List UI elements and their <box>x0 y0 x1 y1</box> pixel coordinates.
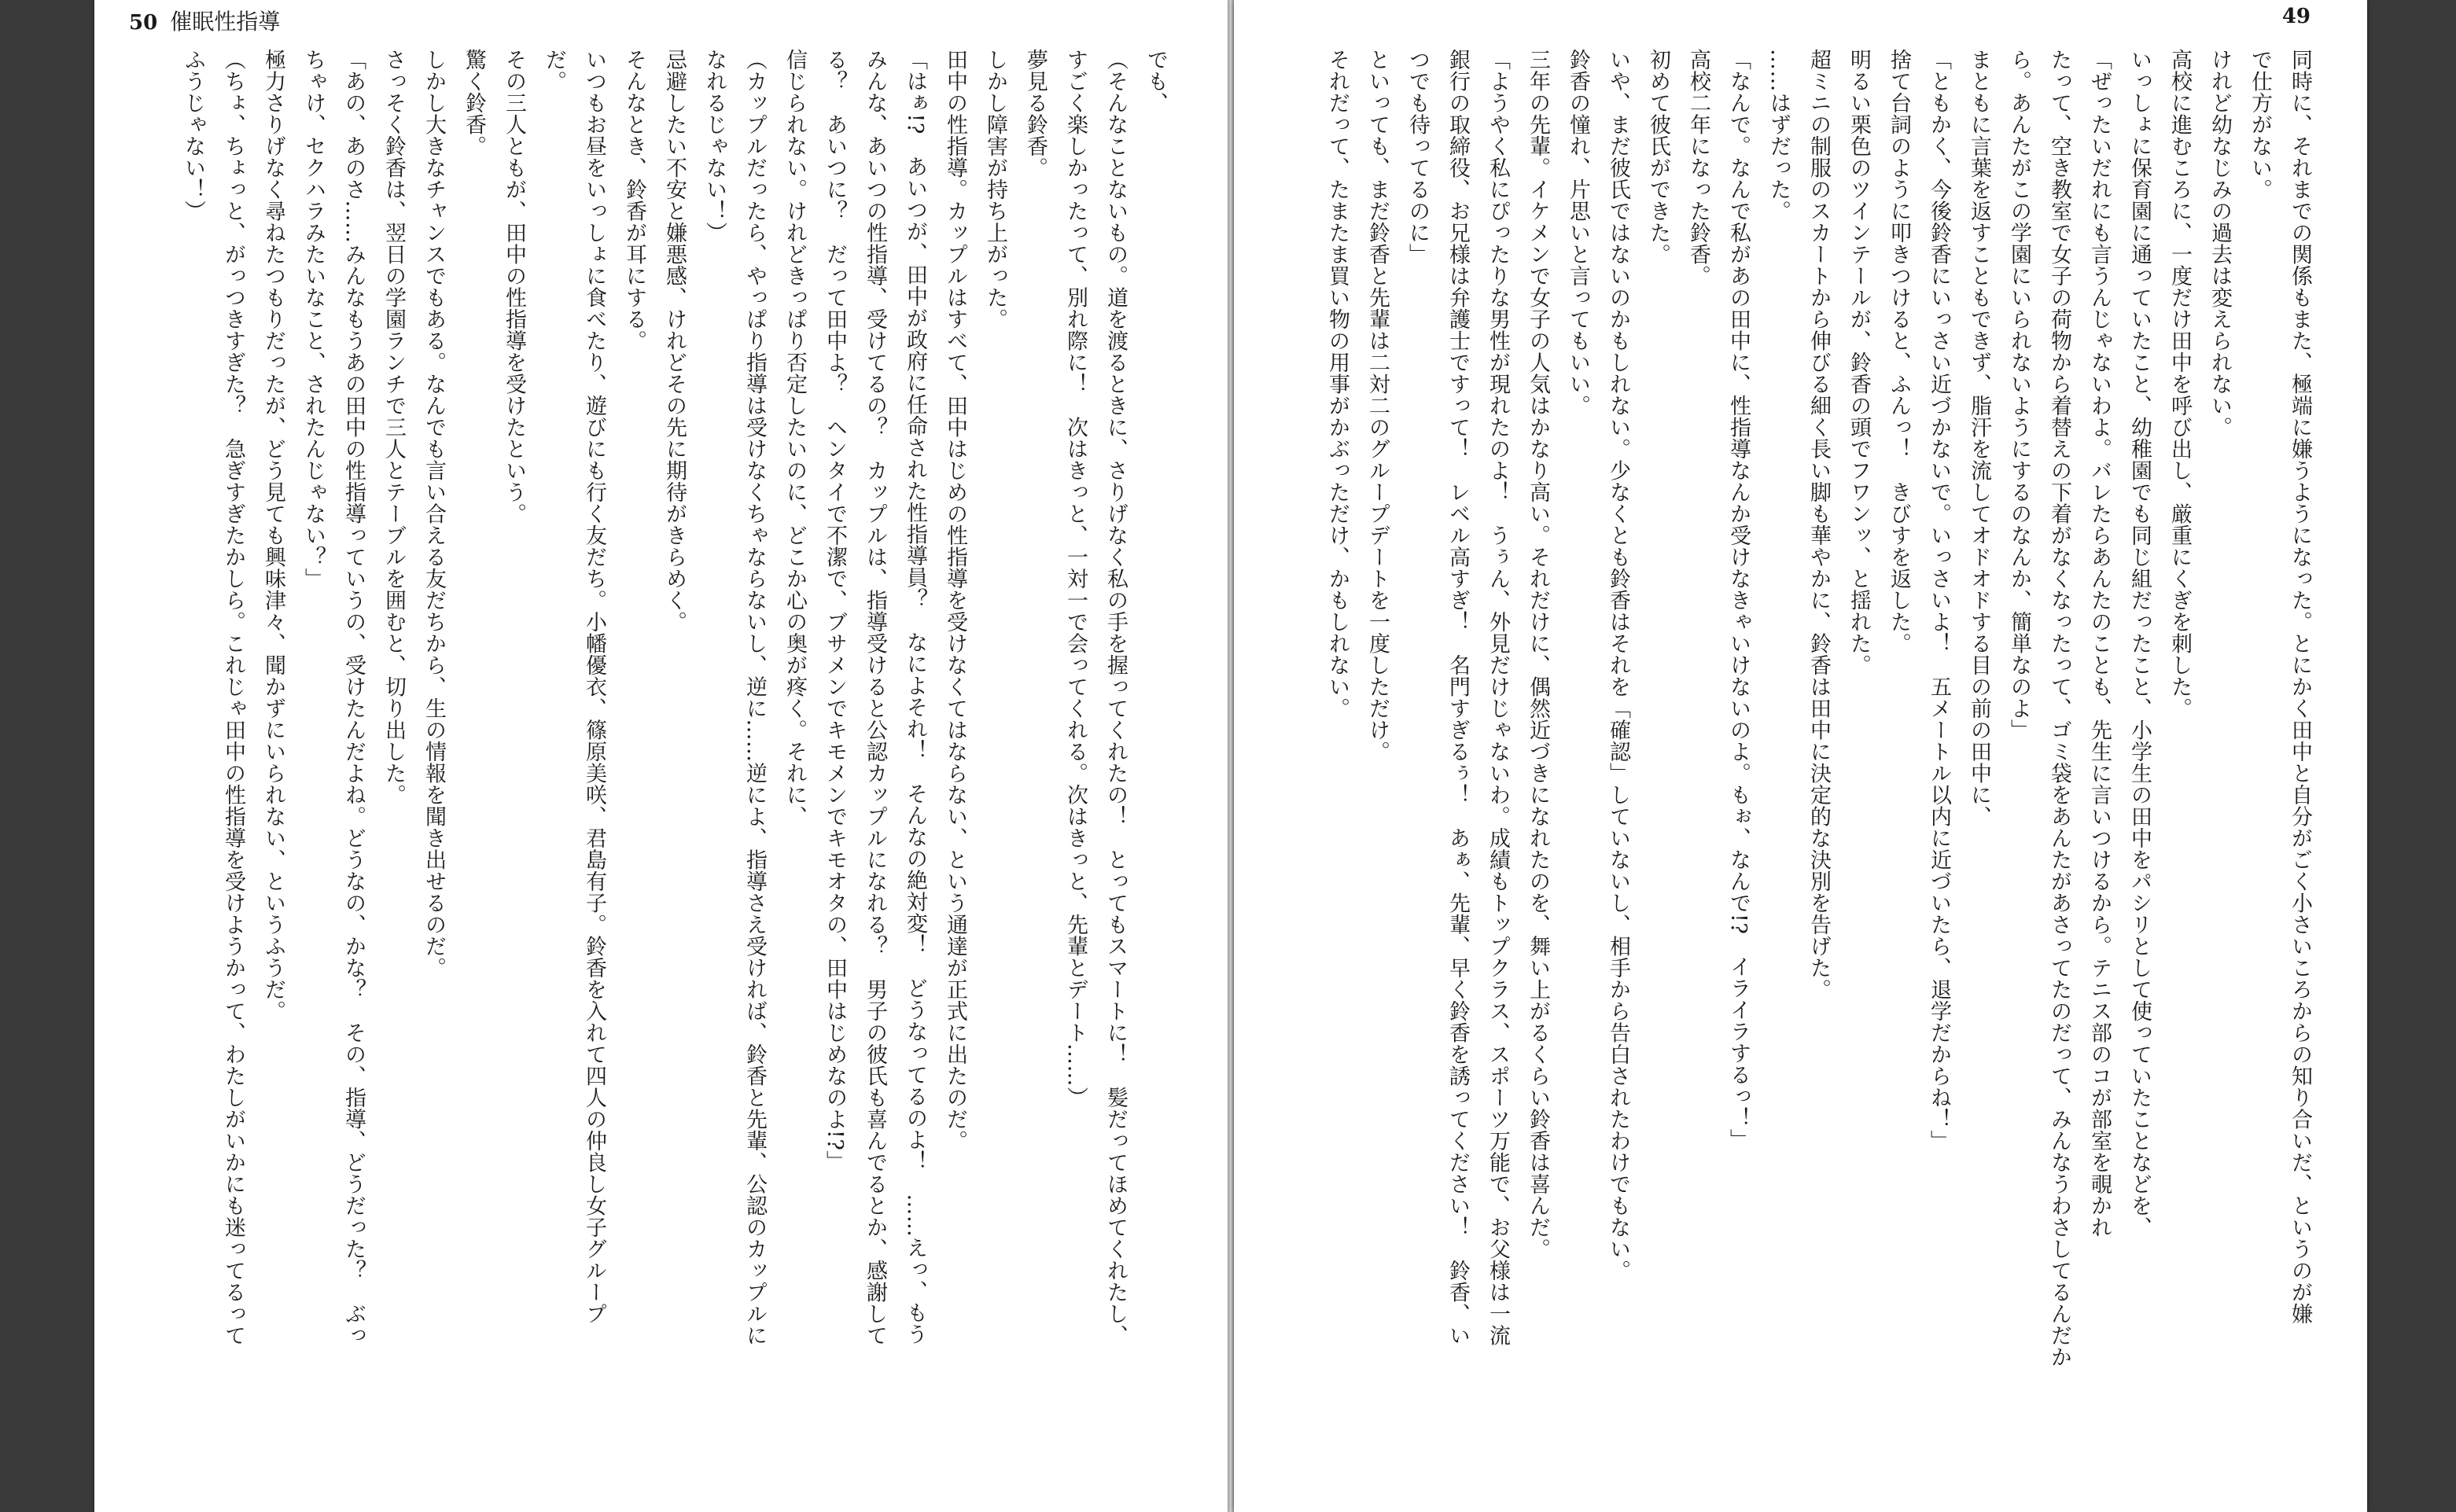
text-line: みんな、あいつの性指導、受けてるの？ カップルは、指導受けると公認カップルになれる？ 男子の彼氏も喜んでるとか、感謝して <box>863 49 887 1346</box>
text-line: 「ようやく私にぴったりな男性が現れたのよ！ うぅん、外見だけじゃないわ。成績もトップクラス、スポーツ万能で、お父様は一流 <box>1486 49 1510 1346</box>
text-line: ……はずだった。 <box>1766 49 1791 222</box>
left-page-body <box>153 49 1176 1488</box>
text-line: 鈴香の憧れ、片思いと言ってもいい。 <box>1566 49 1590 417</box>
right-page <box>1234 0 2367 1512</box>
text-line: それだって、たまたま買い物の用事がかぶっただけ、かもしれない。 <box>1325 49 1350 719</box>
text-line: 三年の先輩。イケメンで女子の人気はかなり高い。それだけに、偶然近づきになれたのを、舞い上がるくらい鈴香は喜んだ。 <box>1526 49 1550 1260</box>
text-line: といっても、まだ鈴香と先輩は二対二のグループデートを一度しただけ。 <box>1365 49 1390 763</box>
text-line: 夢見る鈴香。 <box>1023 49 1048 178</box>
text-line: なれるじゃない！） <box>702 49 727 244</box>
text-line: けれど幼なじみの過去は変えられない。 <box>2207 49 2232 438</box>
text-line: ちゃけ、セクハラみたいなこと、されたんじゃない？」 <box>301 49 326 590</box>
text-line: しかし障害が持ち上がった。 <box>983 49 1007 330</box>
text-line: （そんなことないもの。道を渡るときに、さりげなく私の手を握ってくれたの！ とってもスマートに！ 髪だってほめてくれたし、 <box>1103 49 1128 1346</box>
text-line: 驚く鈴香。 <box>462 49 486 157</box>
text-line: 高校二年になった鈴香。 <box>1686 49 1710 287</box>
text-line: （カップルだったら、やっぱり指導は受けなくちゃならないし、逆に……逆によ、指導さえ受ければ、鈴香と先輩、公認のカップルに <box>742 49 767 1346</box>
text-line: 超ミニの制服のスカートから伸びる細く長い脚も華やかに、鈴香は田中に決定的な決別を告げた。 <box>1806 49 1831 1000</box>
text-line: ら。あんたがこの学園にいられないようにするのなんか、簡単なのよ」 <box>2007 49 2031 741</box>
text-line: 「ともかく、今後鈴香にいっさい近づかないで。いっさいよ！ 五メートル以内に近づいたら、退学だからね！」 <box>1927 49 1951 1152</box>
text-line: る？ あいつに？ だって田中よ？ ヘンタイで不潔で、ブサメンでキモメンでキモオタの、田中はじめなのよ!?」 <box>823 49 847 1172</box>
text-line: 銀行の取締役、お兄様は弁護士ですって！ レベル高すぎ！ 名門すぎるぅ！ あぁ、先輩、早く鈴香を誘ってください！ 鈴香、い <box>1445 49 1470 1346</box>
text-line: たって、空き教室で女子の荷物から着替えの下着がなくなったって、ゴミ袋をあんたがあさってたのだって、みんなうわさしてるんだか <box>2047 49 2071 1368</box>
text-line: 「なんで。なんで私があの田中に、性指導なんか受けなきゃいけないのよ。もぉ、なんで!? イライラするっ！」 <box>1726 49 1751 1151</box>
text-line: まともに言葉を返すこともできず、脂汗を流してオドオドする目の前の田中に、 <box>1967 49 1991 827</box>
text-line: そんなとき、鈴香が耳にする。 <box>622 49 646 351</box>
text-line: 初めて彼氏ができた。 <box>1646 49 1670 265</box>
text-line: いや、まだ彼氏ではないのかもしれない。少なくとも鈴香はそれを「確認」していないし、相手から告白されたわけでもない。 <box>1606 49 1630 1282</box>
right-page-body <box>1274 49 2320 1488</box>
text-line: しかし大きなチャンスでもある。なんでも言い合える友だちから、生の情報を聞き出せるのだ。 <box>422 49 446 979</box>
text-line: さっそく鈴香は、翌日の学園ランチで三人とテーブルを囲むと、切り出した。 <box>381 49 406 806</box>
text-line: 高校に進むころに、一度だけ田中を呼び出し、厳重にくぎを刺した。 <box>2167 49 2192 719</box>
text-line: （ちょ、ちょっと、がっつきすぎた？ 急ぎすぎたかしら。これじゃ田中の性指導を受けようかって、わたしがいかにも迷ってるって <box>221 49 245 1346</box>
text-line: でも、 <box>1143 49 1168 114</box>
right-page-header <box>2282 5 2311 28</box>
text-line: 極力さりげなく尋ねたつもりだったが、どう見ても興味津々、聞かずにいられない、というふうだ。 <box>261 49 285 1022</box>
page-gutter <box>1228 0 1234 1512</box>
text-line: 「あの、あのさ……みんなもうあの田中の性指導っていうの、受けたんだよね。どうなの、かな？ その、指導、どうだった？ ぶっ <box>341 49 366 1346</box>
text-line: その三人ともが、田中の性指導を受けたという。 <box>502 49 526 524</box>
text-line: 田中の性指導。カップルはすべて、田中はじめの性指導を受けなくてはならない、という通達が正式に出たのだ。 <box>943 49 967 1152</box>
text-line: つでも待ってるのに」 <box>1405 49 1430 265</box>
text-line: 捨て台詞のように叩きつけると、ふんっ！ きびすを返した。 <box>1887 49 1911 654</box>
text-line: 「はぁ!? あいつが、田中が政府に任命された性指導員？ なによそれ！ そんなの絶対変！ どうなってるのよ！ ……えっ、もう <box>903 49 927 1345</box>
text-line: いっしょに保育園に通っていたこと、幼稚園でも同じ組だったこと、小学生の田中をパシリとして使っていたことなどを、 <box>2127 49 2152 1238</box>
running-title: 催眠性指導 <box>170 9 281 35</box>
text-line: 明るい栗色のツインテールが、鈴香の頭でフワンッ、と揺れた。 <box>1847 49 1871 676</box>
left-page-header <box>129 5 280 36</box>
text-line: 忌避したい不安と嫌悪感、けれどその先に期待がきらめく。 <box>662 49 687 633</box>
text-line: 同時に、それまでの関係もまた、極端に嫌うようになった。とにかく田中と自分がごく小さいころからの知り合いだ、というのが嫌 <box>2288 49 2312 1325</box>
text-line: で仕方がない。 <box>2248 49 2272 200</box>
left-page-number: 50 <box>129 11 158 35</box>
text-line: だ。 <box>542 49 566 92</box>
right-page-number: 49 <box>2281 5 2311 28</box>
text-line: すごく楽しかったって、別れ際に！ 次はきっと、一対一で会ってくれる。次はきっと、先輩とデート……） <box>1063 49 1088 1109</box>
text-line: 「ぜったいだれにも言うんじゃないわよ。バレたらあんたのことも、先生に言いつけるから。テニス部のコが部室を覗かれ <box>2087 49 2112 1238</box>
left-page <box>94 0 1228 1512</box>
text-line: ふうじゃない！） <box>181 49 205 222</box>
text-line: いつもお昼をいっしょに食べたり、遊びにも行く友だち。小幡優衣、篠原美咲、君島有子。鈴香を入れて四人の仲良し女子グループ <box>582 49 606 1325</box>
text-line: 信じられない。けれどきっぱり否定したいのに、どこか心の奥が疼く。それに、 <box>782 49 807 827</box>
